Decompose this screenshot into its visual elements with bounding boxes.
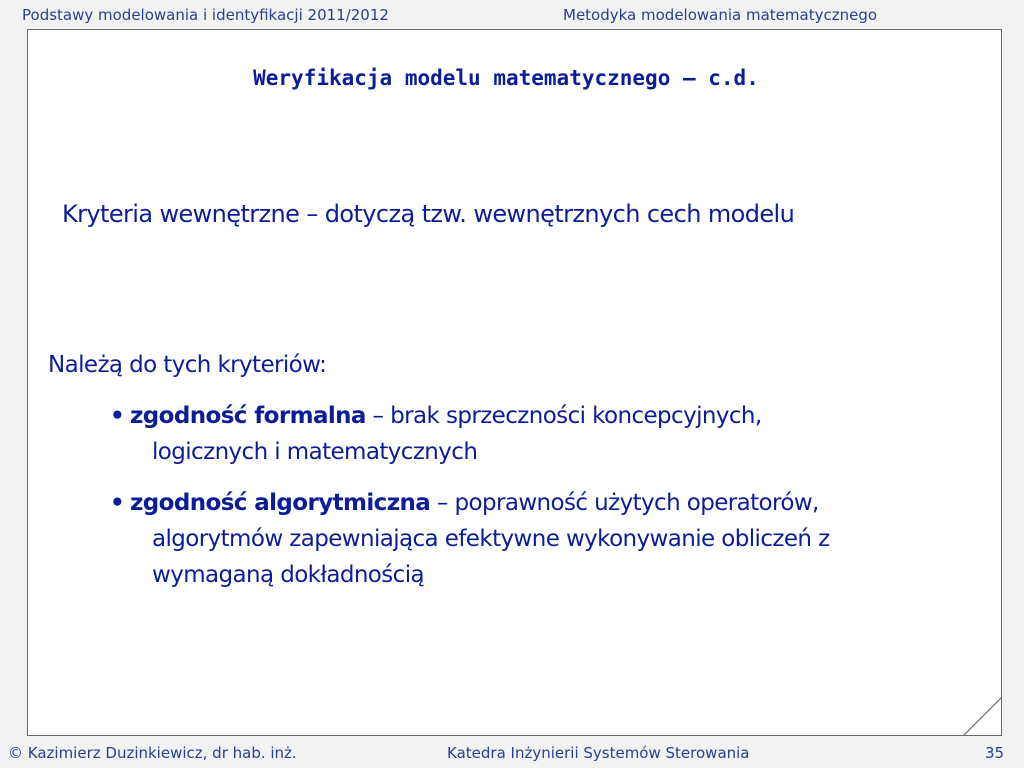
bullet-item-formal	[110, 398, 762, 470]
slide-header	[0, 0, 1024, 28]
criteria-intro: Należą do tych kryteriów:	[48, 352, 327, 378]
bullet-text-line: brak sprzeczności koncepcyjnych,	[390, 403, 762, 429]
section-title: Metodyka modelowania matematycznego	[563, 6, 878, 24]
folded-corner-icon	[963, 697, 1003, 737]
bullet-dash: –	[365, 403, 391, 429]
bullet-term: zgodność algorytmiczna	[130, 490, 431, 516]
bullet-item-algorithmic	[110, 485, 830, 593]
bullet-text-line: algorytmów zapewniająca efektywne wykonywanie obliczeń z	[152, 526, 830, 552]
author-copyright: © Kazimierz Duzinkiewicz, dr hab. inż.	[8, 744, 297, 762]
content-frame	[27, 29, 1002, 736]
bullet-text-line: logicznych i matematycznych	[152, 439, 478, 465]
department-name: Katedra Inżynierii Systemów Sterowania	[447, 744, 750, 762]
bullet-dot-icon: •	[110, 403, 125, 429]
bullet-text-line: poprawność użytych operatorów,	[454, 490, 819, 516]
bullet-term: zgodność formalna	[130, 403, 366, 429]
slide-subtitle: Kryteria wewnętrzne – dotyczą tzw. wewnętrznych cech modelu	[62, 200, 795, 228]
course-title: Podstawy modelowania i identyfikacji 2011/2012	[22, 6, 389, 24]
slide-footer	[0, 738, 1024, 768]
bullet-dot-icon: •	[110, 490, 125, 516]
bullet-text-line: wymaganą dokładnością	[152, 562, 424, 588]
slide-title: Weryfikacja modelu matematycznego – c.d.	[253, 66, 759, 90]
bullet-dash: –	[430, 490, 455, 516]
page-number: 35	[985, 744, 1005, 762]
